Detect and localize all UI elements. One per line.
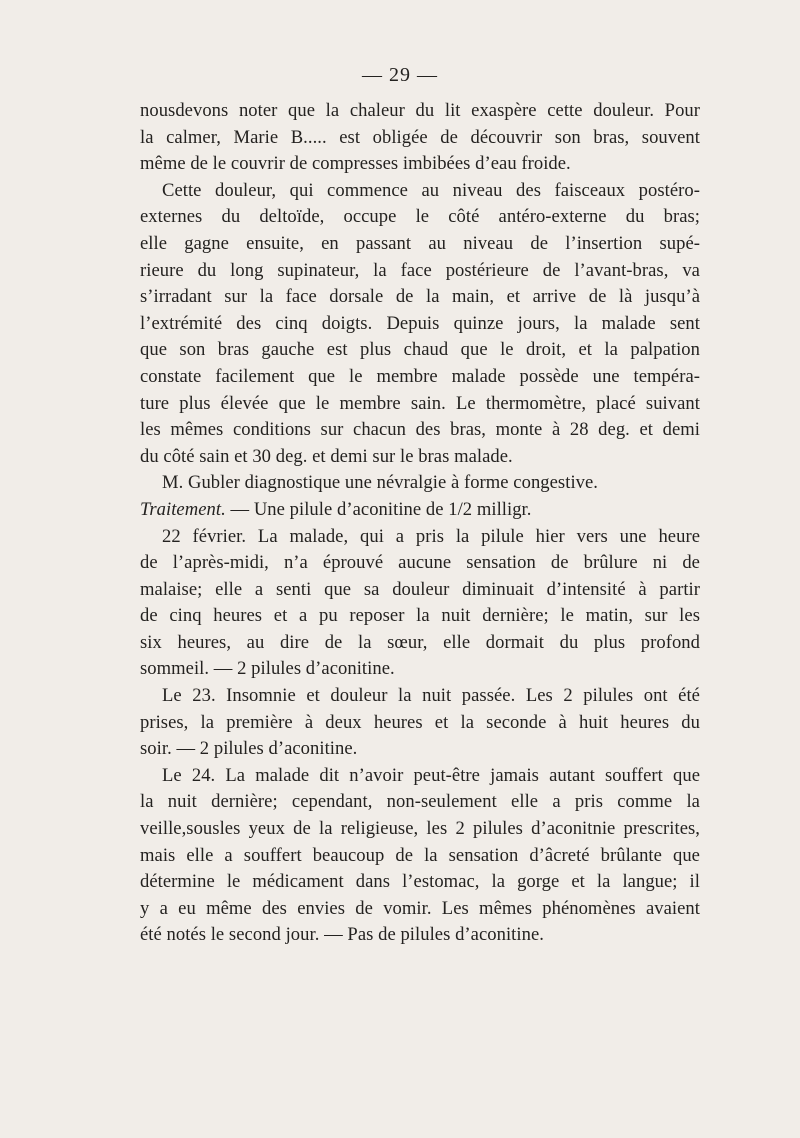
text-line: ture plus élevée que le membre sain. Le thermomètre, placé suivant [140,392,700,414]
text-line: s’irradant sur la face dorsale de la main, et arrive de là jusqu’à [140,286,700,308]
text-line: sommeil. — 2 pilules d’aconitine. [140,658,395,680]
text-line: l’extrémité des cinq doigts. Depuis quinze jours, la malade sent [140,312,700,334]
text-line: — Une pilule d’aconitine de 1/2 milligr. [230,498,532,520]
text-line: mais elle a souffert beaucoup de la sensation d’âcreté brûlante que [140,844,700,866]
text-line: les mêmes conditions sur chacun des bras, monte à 28 deg. et demi [140,419,700,441]
text-line: la nuit dernière; cependant, non-seulement elle a pris comme la [140,791,700,813]
text-line: même de le couvrir de compresses imbibées d’eau froide. [140,153,571,175]
text-line: détermine le médicament dans l’estomac, la gorge et la langue; il [140,871,700,893]
text-line: la calmer, Marie B..... est obligée de découvrir son bras, souvent [140,126,700,148]
text-line: été notés le second jour. — Pas de pilules d’aconitine. [140,924,544,946]
text-line: y a eu même des envies de vomir. Les mêmes phénomènes avaient [140,897,700,919]
page-number: — 29 — [362,64,438,86]
text-line: prises, la première à deux heures et la seconde à huit heures du [140,711,700,733]
text-line: Le 23. Insomnie et douleur la nuit passée. Les 2 pilules ont été [162,685,700,707]
text-line: Cette douleur, qui commence au niveau des faisceaux postéro- [162,179,700,201]
text-line: six heures, au dire de la sœur, elle dormait du plus profond [140,631,700,653]
text-line: 22 février. La malade, qui a pris la pilule hier vers une heure [162,525,700,547]
text-line: rieure du long supinateur, la face postérieure de l’avant-bras, va [140,259,700,281]
text-line: soir. — 2 pilules d’aconitine. [140,738,358,760]
text-line: Le 24. La malade dit n’avoir peut-être jamais autant souffert que [162,764,700,786]
text-line: externes du deltoïde, occupe le côté antéro-externe du bras; [140,206,700,228]
text-line: M. Gubler diagnostique une névralgie à forme congestive. [162,472,599,494]
text-line-with-italic-lead [140,497,700,524]
text-line: malaise; elle a senti que sa douleur diminuait d’intensité à partir [140,578,700,600]
text-line: elle gagne ensuite, en passant au niveau de l’insertion supé- [140,232,700,254]
text-line: de cinq heures et a pu reposer la nuit dernière; le matin, sur les [140,605,700,627]
italic-lead: Traitement. [140,498,226,520]
text-line: constate facilement que le membre malade possède une tempéra- [140,365,700,387]
text-line: nousdevons noter que la chaleur du lit exaspère cette douleur. Pour [140,100,700,121]
text-line: que son bras gauche est plus chaud que le droit, et la palpation [140,339,700,361]
text-line: du côté sain et 30 deg. et demi sur le bras malade. [140,445,513,467]
body-text [140,98,700,949]
text-line: veille,sousles yeux de la religieuse, les 2 pilules d’aconitnie prescrites, [140,818,700,840]
text-line: de l’après-midi, n’a éprouvé aucune sensation de brûlure ni de [140,552,700,574]
